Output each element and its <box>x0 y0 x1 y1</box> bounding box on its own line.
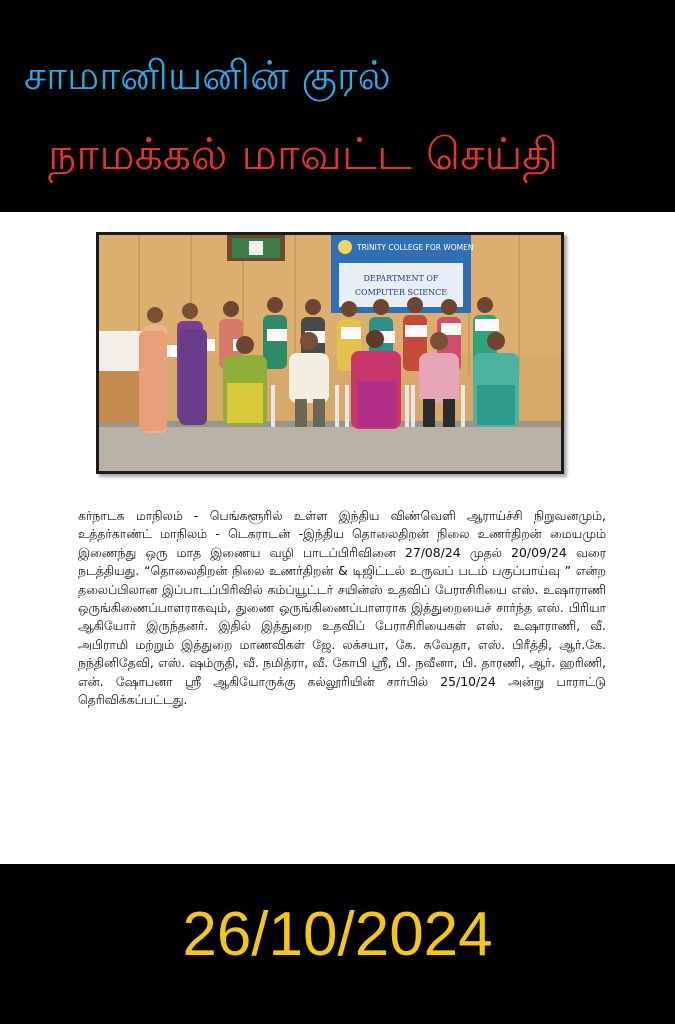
banner-department-label: DEPARTMENT OF <box>363 274 439 283</box>
article-body: கர்நாடக மாநிலம் - பெங்களூரில் உள்ள இந்திய விண்வெளி ஆராய்ச்சி நிறுவனமும், உத்தர்காண்ட் மாநிலம் - டெகராடன் -இந்திய தொலைதிறன் நிலை உணர்திறன் மையமும் இணைந்து ஒரு மாத இணைய வழி பாடப்பிரிவினை 27/08/24 முதல் 20/09/24 வரை நடத்தியது. “தொலைதிறன் நிலை உணர்திறன் & டிஜிட்டல் உருவப் படம் பகுப்பாய்வு ” என்ற தலைப்பிலான இப்பாடப்பிரிவில் கம்ப்யூட்டர் சயின்ஸ் உதவிப் பேராசிரியை எஸ். உஷாராணி ஒருங்கிணைப்பாளராகவும், துணை ஒருங்கிணைப்பாளராக இத்துறையைச் சார்ந்த எஸ். பிரியா ஆகியோர் இருந்தனர். இதில் இத்துறை உதவிப் பேராசிரியைகள் எஸ். உஷாராணி, வீ. அபிராமி மற்றும் இத்துறை மாணவிகள் ஜே. லக்சயா, கே. சுவேதா, எஸ். பிரீத்தி, ஆர்.கே. நந்தினிதேவி, எஸ். ஷம்ருதி, வீ. நமித்ரா, வீ. கோபி ஸ்ரீ, பி. நவீனா, பி. தாரணி, ஆர். ஹரிணி, என். ஷோபனா ஸ்ரீ ஆகியோருக்கு கல்லூரியின் சார்பில் 25/10/24 அன்று பாராட்டு தெரிவிக்கப்பட்டது. <box>78 508 606 708</box>
group-photo-illustration <box>99 235 561 471</box>
page-subtitle: நாமக்கல் மாவட்ட செய்தி <box>48 129 559 180</box>
publication-date: 26/10/2024 <box>182 900 493 969</box>
banner-college-name: TRINITY COLLEGE FOR WOMEN <box>357 243 474 252</box>
group-photo <box>96 232 564 474</box>
banner-department-name: COMPUTER SCIENCE <box>354 288 448 297</box>
page-title: சாமானியனின் குரல் <box>24 53 391 99</box>
